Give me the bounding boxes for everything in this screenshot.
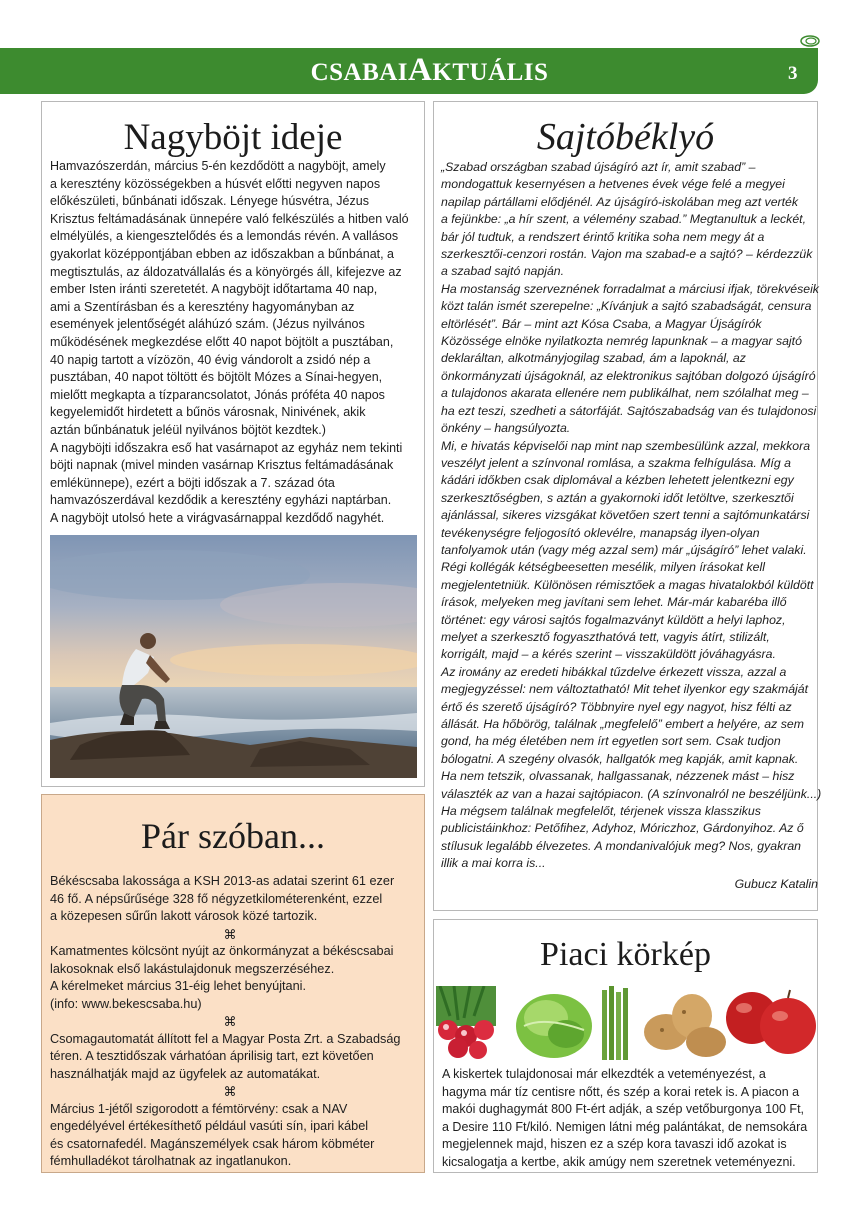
text-line: ember Isten iránti szeretetét. A nagyböjt időtartama 40 nap, xyxy=(50,282,378,297)
lettuce-image xyxy=(516,994,592,1058)
text-line: megjelennek majd, hiszen ez a szép kora tavaszi idő azokat is xyxy=(442,1137,787,1152)
text-line: Ha mostanság szerveznének forradalmat a márciusi ifjak, törekvéseik xyxy=(441,281,819,296)
text-line: megjegyzéssel: nem változtatható! Mit tehet ilyenkor egy szakmáját xyxy=(441,682,809,697)
text-line: a Desire 110 Ft/kiló. Nemigen látni még palántákat, de nemsokára xyxy=(442,1119,808,1134)
text-line: szerkesztőségben, s aztán a gyakornoki időt letöltve, szerkesztői xyxy=(441,490,794,505)
text-line: a fejünkbe: „a hír szent, a vélemény szabad.” Megtanultuk a leckét, xyxy=(441,212,807,227)
text-line: kegyelemidőt hirdetett a bűnös városnak, Ninivének, akik xyxy=(50,405,366,420)
text-line: önkormányzati újságoknál, az elektronikus sajtóban dolgozó újságíró xyxy=(441,368,816,383)
article-body xyxy=(441,159,821,873)
vegetables-fruit-photo xyxy=(434,986,817,1060)
text-line: Mi, e hivatás képviselői nap mint nap szembesülünk azzal, mekkora xyxy=(441,438,811,453)
text-line: eltörlését”. Bár – mint azt Kósa Csaba, a Magyar Újságírók xyxy=(441,316,762,331)
text-line: állását. Ha hőbörög, találnak „megfelelő” embert a helyére, az sem xyxy=(441,717,804,731)
text-line: Békéscsaba lakossága a KSH 2013-as adatai szerint 61 ezer xyxy=(50,874,395,888)
page-number: 3 xyxy=(788,63,798,84)
article-nagybojt xyxy=(41,101,425,787)
text-line: hagyma már tíz centisre nőtt, és szép a korai retek is. A piacon a xyxy=(442,1084,800,1099)
article-body xyxy=(50,158,409,527)
text-line: mielőtt megkapta a tízparancsolatot, Jónás próféta 40 napos xyxy=(50,387,385,402)
text-line: Az irомány az eredeti hibákkal tűzdelve érkezett vissza, azzal a xyxy=(441,664,787,679)
text-line: Közössége elnöke nyilatkozta nemrég lapunknak – a magyar sajtó xyxy=(441,334,802,349)
text-line: (info: www.bekescsaba.hu) xyxy=(50,996,202,1011)
text-line: gyakorlat középpontjában ebben az időszakban a bűnbánat, a xyxy=(50,246,395,261)
separator-icon: ⌘ xyxy=(223,1084,237,1099)
text-line: tevékenységre feljogosító oklevélre, manapság ilyen-olyan xyxy=(441,525,760,540)
separator-icon: ⌘ xyxy=(223,926,237,942)
text-line: Március 1-jétől szigorodott a fémtörvény: csak a NAV xyxy=(50,1101,348,1116)
author-signature: Gubucz Katalin xyxy=(734,877,818,891)
separator-icon: ⌘ xyxy=(223,1014,237,1029)
article-body xyxy=(50,873,410,1171)
text-line: melyet a szerkesztő fogyaszthatóvá tett, vagyis átírt, stilizált, xyxy=(441,629,770,644)
text-line: önkény – hangsúlyozta. xyxy=(441,421,571,436)
text-line: előkészületi, bűnbánati időszak. Lényege húsvétra, Jézus xyxy=(50,194,369,209)
text-line: fémhulladékot tárolhatnak az ingatlanukon. xyxy=(50,1154,292,1168)
article-body xyxy=(442,1066,807,1172)
text-line: kicsalogatja a kertbe, akik amúgy nem szeretnek veteményezni. xyxy=(442,1154,796,1169)
text-line: megjelentetniük. Különösen rémisztőek a magas hivatalokból küldött xyxy=(441,577,814,592)
text-line: ha ezt teszi, szedheti a sátorfáját. Sajtószabadság van és tulajdonosi xyxy=(441,403,817,418)
text-line: a szabad sajtó napján. xyxy=(441,264,565,279)
text-line: korrigált, majd – a kérés szerint – visszaküldött jóváhagyásra. xyxy=(441,647,776,662)
text-line: működésének megkezdése előtt 40 napot böjtölt a pusztában, xyxy=(50,334,394,349)
text-line: mondogattuk kesernyésen a hetvenes évek vége felé a megyei xyxy=(441,177,785,192)
article-piaci-korkep xyxy=(433,919,818,1173)
text-line: pusztában, 40 napot töltött és böjtölt Mózes a Sínai-hegyen, xyxy=(50,370,383,385)
text-line: Régi kollégák kétségbeesetten mesélik, milyen írásokat kell xyxy=(441,560,765,575)
newspaper-masthead: CSABAIAKTUÁLIS xyxy=(310,52,549,88)
text-line: gond, ha még életében nem írt egyetlen sort sem. Csak tudjon xyxy=(441,734,781,749)
text-line: lakosoknak első lakástulajdonuk megszerzéséhez. xyxy=(50,961,335,976)
text-line: téren. A tesztidőszak várhatóan áprilisig tart, ezt követően xyxy=(50,1049,374,1063)
article-par-szoban xyxy=(41,794,425,1173)
man-crouching-seashore-photo xyxy=(50,535,417,778)
text-line: tanfolyamok után (vagy még azzal sem) már „újságíró” lehet valaki. xyxy=(441,542,807,557)
text-line: aztán bűnbánatuk jeléül nyilvános böjtöt kezdtek.) xyxy=(50,422,326,437)
text-line: napilap pártállami elődjénél. Az újságíró-iskolában meg azt verték xyxy=(441,194,799,209)
text-line: események jelentőségét aláhúzó szám. (Jézus nyilvános xyxy=(50,317,365,332)
text-line: böjti napnak (mivel minden vasárnap Krisztus feltámadásának xyxy=(50,458,394,473)
text-line: stílusuk legalább élvezetes. A mondanivalójuk meg? Nos, gyakran xyxy=(441,838,801,853)
text-line: közt talán ismét szerepelne: „Kívánjuk a sajtó szabadságát, censura xyxy=(441,299,812,314)
text-line: Csomagautomatát állított fel a Magyar Posta Zrt. a Szabadság xyxy=(50,1031,401,1046)
text-line: veszélyt jelent a színvonal romlása, a szakma felhígulása. Míg a xyxy=(441,455,791,470)
text-line: a keresztény közösségekben a húsvét előtti negyven napos xyxy=(50,176,381,191)
text-line: írások, melyeken meg javítani sem lehet. Már-már kabaréba illő xyxy=(441,595,787,610)
text-line: A nagyböjt utolsó hete a virágvasárnappal kezdődő nagyhét. xyxy=(50,510,385,525)
text-line: Ha nem tetszik, olvassanak, hallgassanak, nézzenek mást – hisz xyxy=(441,769,795,784)
article-sajtobeklyo xyxy=(433,101,822,911)
text-line: publicistáinkhoz: Petőfihez, Adyhoz, Móriczhoz, Gárdonyihoz. Az ő xyxy=(441,821,804,836)
text-line: választék az van a hazai sajtópiacon. (A színvonalról ne beszéljünk...) xyxy=(441,786,822,801)
text-line: bár jól tudtuk, a rendszert érintő kritika soha nem megy át a xyxy=(441,229,765,244)
text-line: makói dughagymát 800 Ft-ért adják, a szép vetőburgonya 100 Ft, xyxy=(442,1102,805,1117)
text-line: megtisztulás, az áldozatvállalás és a könyörgés áll, kifejezve az xyxy=(50,264,402,279)
text-line: ajánlással, sikeres vizsgákat követően szert tenni a sajtómunkatársi xyxy=(441,508,810,523)
text-line: a tulajdonos akarata ellenére nem publikálhat, nem szólalhat meg – xyxy=(441,386,809,401)
text-line: hamvazószerdával kezdődik a keresztény egyházi naptárban. xyxy=(50,493,392,508)
text-line: értő és szerető újságíró? Többnyire nyel egy nagyot, hisz félti az xyxy=(441,699,792,714)
text-line: „Szabad országban szabad újságíró azt ír, amit szabad” – xyxy=(441,160,756,174)
text-line: illik a mai korra is... xyxy=(441,856,546,871)
text-line: használhatják majd az ügyfelek az automatákat. xyxy=(50,1066,321,1081)
text-line: ami a Szentírásban és a keresztény hagyományban az xyxy=(50,299,355,314)
text-line: A kiskertek tulajdonosai már elkezdték a veteményezést, a xyxy=(442,1067,766,1081)
text-line: A nagyböjti időszakra eső hat vasárnapot az egyház nem tekinti xyxy=(50,440,403,455)
text-line: bólogatni. A szegény olvasók, hallgatók meg kapják, amit kapnak. xyxy=(441,751,799,766)
text-line: elmélyülés, a kiengesztelődés és a lemondás révén. A vallásos xyxy=(50,229,399,244)
text-line: Ha mégsem találnak megfelelőt, térjenek vissza klasszikus xyxy=(441,804,761,819)
text-line: deklaráltan, alkotmányjogilag szabad, ám a lapoknál, az xyxy=(441,351,746,366)
text-line: Kamatmentes kölcsönt nyújt az önkormányzat a békéscsabai xyxy=(50,944,394,958)
text-line: és csatornafedél. Magánszemélyek csak három köbméter xyxy=(50,1136,375,1151)
article-title: Sajtóbéklyó xyxy=(536,116,715,158)
text-line: kádári időkben csak diplomával a kézben lehetett jelentkezni egy xyxy=(441,473,794,488)
swirl-ornament-icon xyxy=(798,34,822,48)
article-title: Piaci körkép xyxy=(540,936,711,973)
text-line: Hamvazószerdán, március 5-én kezdődött a nagyböjt, amely xyxy=(50,159,386,173)
text-line: szerkesztői-cenzori rostán. Vajon ma szabad-e a sajtó? – kérdezzük xyxy=(441,247,813,262)
text-line: A kérelmeket március 31-éig lehet benyújtani. xyxy=(50,979,306,993)
text-line: a közepesen sűrűn lakott városok közé tartozik. xyxy=(50,909,318,923)
article-title: Pár szóban... xyxy=(141,816,325,856)
text-line: engedélyével értékesíthető például vasúti sín, ipari kábel xyxy=(50,1119,369,1133)
text-line: emlékünnepe), ezért a böjti időszak a 7. század óta xyxy=(50,475,335,490)
text-line: 46 fő. A népsűrűsége 328 fő négyzetkilométerenként, ezzel xyxy=(50,891,383,906)
article-title: Nagyböjt ideje xyxy=(123,117,343,158)
text-line: történet: egy városi sajtós fogalmazványt küldött a helyi laphoz, xyxy=(441,612,786,627)
text-line: Krisztus feltámadásának ünnepére való felkészülés a hitben való xyxy=(50,211,409,226)
text-line: 40 napig tartott a vízözön, 40 évig vándorolt a zsidó nép a xyxy=(50,352,371,367)
